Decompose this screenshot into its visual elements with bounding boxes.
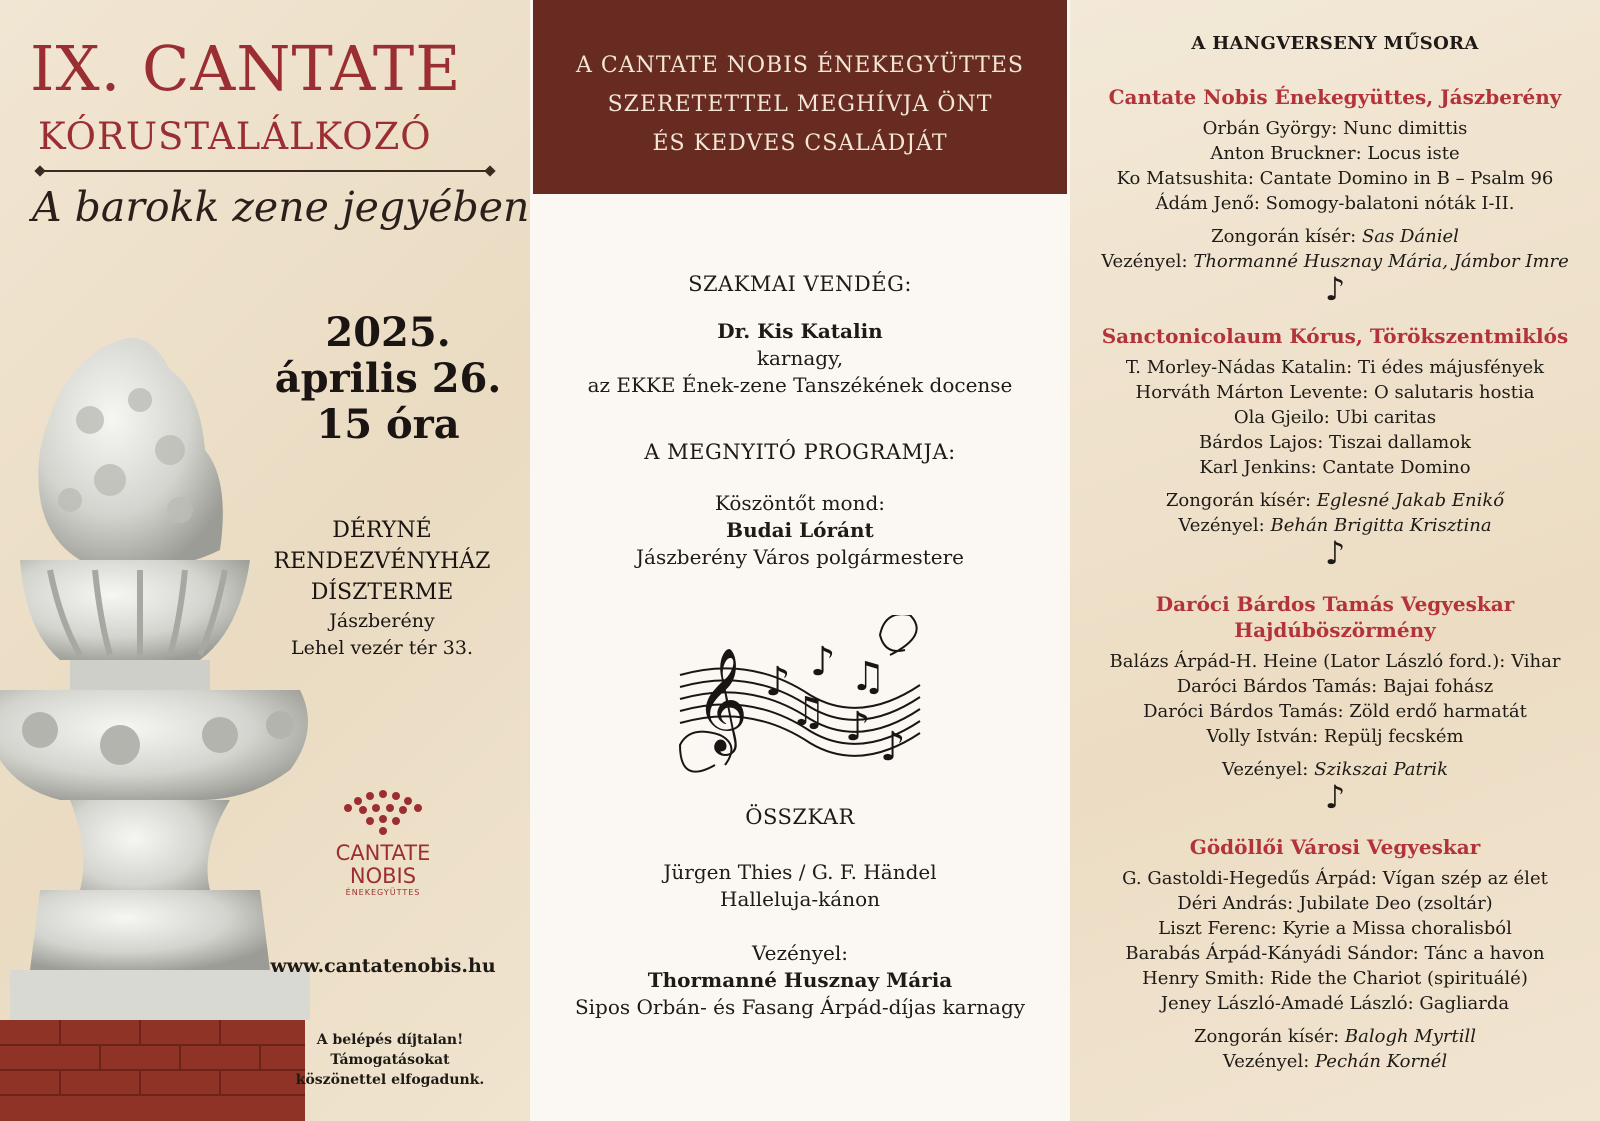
choir-block bbox=[1070, 591, 1600, 816]
greeting-role: Jászberény Város polgármestere bbox=[636, 545, 964, 569]
joint-choir-section bbox=[530, 805, 1070, 1021]
event-subtitle: A barokk zene jegyében bbox=[32, 183, 530, 231]
banner-line: ÉS KEDVES CSALÁDJÁT bbox=[652, 131, 948, 156]
event-date bbox=[268, 310, 508, 448]
svg-text:♫: ♫ bbox=[790, 689, 826, 735]
program-item: Jeney László-Amadé László: Gagliarda bbox=[1160, 993, 1510, 1014]
greeting-label: Köszöntőt mond: bbox=[714, 491, 886, 515]
website-link[interactable]: www.cantatenobis.hu bbox=[270, 955, 496, 977]
conductor-label: Vezényel: bbox=[752, 941, 848, 965]
banner-line: SZERETETTEL MEGHÍVJA ÖNT bbox=[607, 92, 993, 117]
urn-sculpture-image bbox=[0, 330, 330, 1121]
guest-name: Dr. Kis Katalin bbox=[717, 319, 883, 343]
program-item: Bárdos Lajos: Tiszai dallamok bbox=[1198, 432, 1471, 453]
choir-name: Sanctonicolaum Kórus, Törökszentmiklós bbox=[1101, 324, 1569, 348]
svg-text:♪: ♪ bbox=[810, 639, 836, 685]
free-entry-line: köszönettel elfogadunk. bbox=[295, 1072, 485, 1088]
joint-piece-line: Jürgen Thies / G. F. Händel bbox=[663, 860, 937, 884]
event-time: 15 óra bbox=[316, 401, 460, 448]
right-panel bbox=[1070, 0, 1600, 1121]
opening-section bbox=[530, 440, 1070, 571]
joint-piece-line: Halleluja-kánon bbox=[720, 887, 880, 911]
choir-block bbox=[1070, 834, 1600, 1074]
music-note-icon: ♪ bbox=[1324, 270, 1346, 308]
joint-heading: ÖSSZKAR bbox=[745, 805, 855, 829]
logo-text-line2: NOBIS bbox=[349, 864, 417, 888]
event-title-line2: KÓRUSTALÁLKOZÓ bbox=[38, 115, 432, 158]
cantate-nobis-logo bbox=[318, 788, 448, 897]
choir-city: Hajdúböszörmény bbox=[1234, 618, 1436, 642]
program-item: Ko Matsushita: Cantate Domino in B – Psalm 96 bbox=[1116, 168, 1554, 189]
program-item: Horváth Márton Levente: O salutaris hostia bbox=[1135, 382, 1535, 403]
program-item: Daróci Bárdos Tamás: Zöld erdő harmatát bbox=[1143, 701, 1527, 722]
svg-text:𝄞: 𝄞 bbox=[695, 647, 749, 752]
venue-line: RENDEZVÉNYHÁZ bbox=[273, 549, 491, 574]
program-item: Ola Gjeilo: Ubi caritas bbox=[1233, 407, 1437, 428]
accompanist-line: Zongorán kísér: Balogh Myrtill bbox=[1193, 1026, 1476, 1047]
left-panel bbox=[0, 0, 530, 1121]
program-item: Henry Smith: Ride the Chariot (spirituálé) bbox=[1142, 968, 1528, 989]
middle-panel bbox=[530, 0, 1070, 1121]
opening-heading: A MEGNYITÓ PROGRAMJA: bbox=[644, 440, 956, 464]
program-item: Ádám Jenő: Somogy-balatoni nóták I-II. bbox=[1155, 193, 1515, 214]
accompanist-line: Zongorán kísér: Eglesné Jakab Enikő bbox=[1165, 490, 1505, 511]
venue-line: DÉRYNÉ bbox=[332, 518, 432, 543]
event-title-line1: IX. CANTATE bbox=[30, 32, 462, 105]
choir-name: Gödöllői Városi Vegyeskar bbox=[1189, 835, 1481, 859]
program-item: Volly István: Repülj fecském bbox=[1206, 726, 1464, 747]
music-notes-icon bbox=[670, 615, 930, 790]
event-day: április 26. bbox=[274, 355, 502, 402]
conductor-line: Vezényel: Pechán Kornél bbox=[1222, 1051, 1448, 1072]
music-note-icon: ♪ bbox=[1324, 534, 1346, 572]
banner-line: A CANTATE NOBIS ÉNEKEGYÜTTES bbox=[576, 53, 1024, 78]
conductor-line: Vezényel: Szikszai Patrik bbox=[1221, 759, 1449, 780]
logo-subtext: ÉNEKEGYÜTTES bbox=[345, 888, 421, 897]
conductor-name: Thormanné Husznay Mária bbox=[647, 968, 953, 992]
program-item: Anton Bruckner: Locus iste bbox=[1210, 143, 1460, 164]
music-note-icon: ♪ bbox=[1324, 778, 1346, 816]
free-entry-line: A belépés díjtalan! bbox=[316, 1032, 464, 1048]
program-item: Barabás Árpád-Kányádi Sándor: Tánc a havon bbox=[1125, 943, 1545, 964]
choir-name: Daróci Bárdos Tamás Vegyeskar bbox=[1155, 592, 1515, 616]
program-item: G. Gastoldi-Hegedűs Árpád: Vígan szép az élet bbox=[1122, 868, 1548, 889]
guest-section bbox=[530, 272, 1070, 399]
guest-role: karnagy, bbox=[756, 346, 844, 370]
venue-address: Lehel vezér tér 33. bbox=[290, 637, 474, 659]
svg-text:♪: ♪ bbox=[765, 659, 791, 705]
venue bbox=[262, 515, 502, 662]
venue-line: DÍSZTERME bbox=[310, 580, 454, 605]
guest-heading: SZAKMAI VENDÉG: bbox=[688, 272, 912, 296]
choir-name: Cantate Nobis Énekegyüttes, Jászberény bbox=[1108, 85, 1562, 109]
program-heading: A HANGVERSENY MŰSORA bbox=[1191, 33, 1479, 54]
accompanist-line: Zongorán kísér: Sas Dániel bbox=[1211, 226, 1459, 247]
event-year: 2025. bbox=[325, 309, 451, 356]
guest-description: az EKKE Ének-zene Tanszékének docense bbox=[587, 373, 1013, 397]
title-divider bbox=[40, 170, 490, 172]
choir-block bbox=[1070, 84, 1600, 308]
program-item: T. Morley-Nádas Katalin: Ti édes májusfények bbox=[1125, 357, 1545, 378]
program-item: Daróci Bárdos Tamás: Bajai fohász bbox=[1176, 676, 1494, 697]
program-item: Karl Jenkins: Cantate Domino bbox=[1199, 457, 1471, 478]
logo-text-line1: CANTATE bbox=[335, 841, 431, 865]
greeting-name: Budai Lóránt bbox=[726, 518, 874, 542]
conductor-description: Sipos Orbán- és Fasang Árpád-díjas karnagy bbox=[574, 995, 1026, 1019]
invitation-banner bbox=[533, 0, 1067, 194]
svg-text:♪: ♪ bbox=[845, 704, 871, 750]
conductor-line: Vezényel: Thormanné Husznay Mária, Jámbor Imre bbox=[1101, 251, 1569, 272]
free-entry-note bbox=[295, 1030, 485, 1090]
free-entry-line: Támogatásokat bbox=[330, 1052, 450, 1068]
program-item: Liszt Ferenc: Kyrie a Missa choralisból bbox=[1158, 918, 1512, 939]
choir-block bbox=[1070, 323, 1600, 572]
logo-dots-icon bbox=[318, 788, 448, 838]
conductor-line: Vezényel: Behán Brigitta Krisztina bbox=[1178, 515, 1492, 536]
venue-city: Jászberény bbox=[329, 610, 435, 632]
svg-text:♫: ♫ bbox=[850, 654, 886, 700]
program-item: Orbán György: Nunc dimittis bbox=[1202, 118, 1468, 139]
svg-text:♪: ♪ bbox=[880, 724, 906, 770]
program-item: Balázs Árpád-H. Heine (Lator László ford.): Vihar bbox=[1109, 651, 1561, 672]
program-item: Déri András: Jubilate Deo (zsoltár) bbox=[1177, 893, 1493, 914]
